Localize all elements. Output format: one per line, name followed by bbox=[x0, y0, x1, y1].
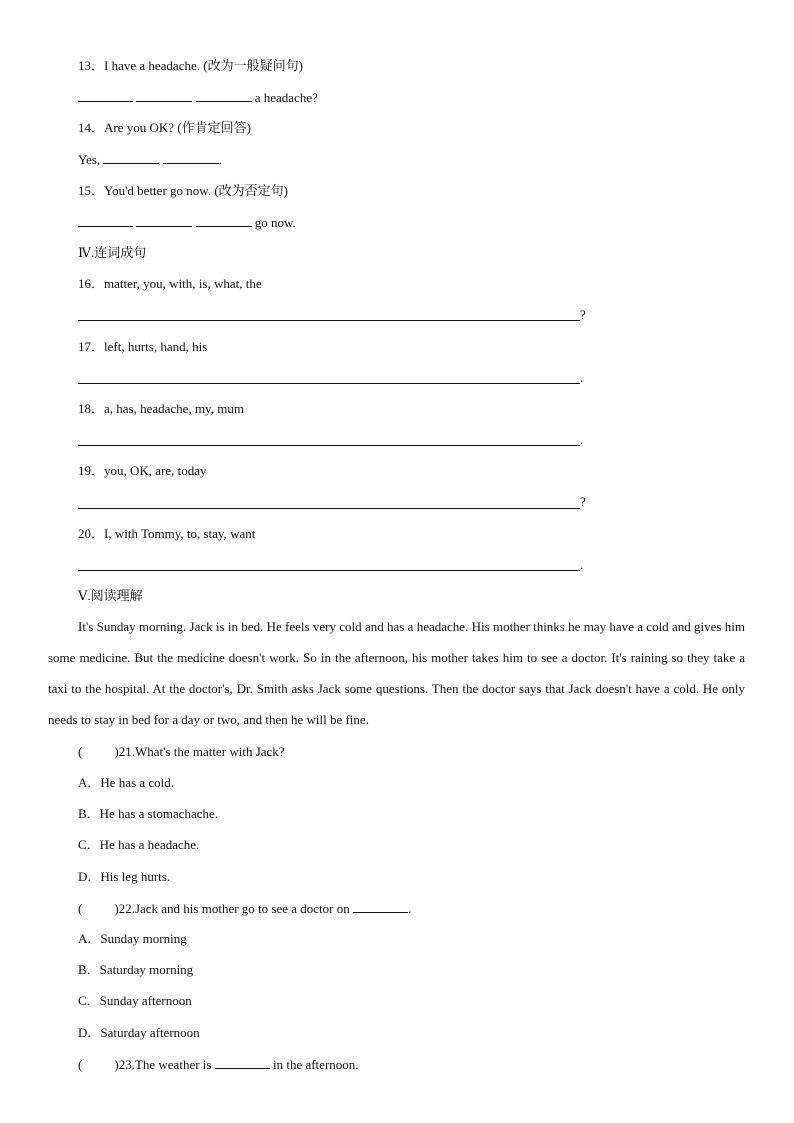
section-title: Ⅴ.阅读理解 bbox=[78, 588, 143, 603]
answer-line-19[interactable] bbox=[78, 508, 580, 509]
question-17: 17．left, hurts, hand, his bbox=[78, 339, 208, 354]
answer-tail: a headache? bbox=[254, 90, 318, 105]
question-stem: 23.The weather is bbox=[118, 1057, 212, 1072]
question-15: 15．You'd better go now. (改为否定句) bbox=[78, 183, 288, 198]
question-13: 13．I have a headache. (改为一般疑问句) bbox=[78, 58, 303, 73]
stem-end: in the afternoon. bbox=[272, 1057, 359, 1072]
option-b: B．Saturday morning bbox=[78, 962, 194, 977]
answer-blank[interactable] bbox=[78, 89, 133, 102]
question-21 bbox=[78, 744, 285, 760]
option-c: C．He has a headache. bbox=[78, 837, 200, 852]
answer-paren-close: ) bbox=[114, 1057, 119, 1072]
question-23 bbox=[78, 1056, 359, 1073]
answer-line-18[interactable] bbox=[78, 445, 580, 446]
answer-paren-open: ( bbox=[78, 744, 83, 759]
question-stem: 22.Jack and his mother go to see a doctor on bbox=[118, 901, 350, 916]
question-22 bbox=[78, 900, 411, 917]
question-14: 14．Are you OK? (作肯定回答) bbox=[78, 120, 251, 135]
answer-blank[interactable] bbox=[163, 151, 219, 164]
answer-line-14 bbox=[78, 151, 222, 168]
answer-blank[interactable] bbox=[103, 151, 159, 164]
option-b: B．He has a stomachache. bbox=[78, 806, 219, 821]
answer-blank[interactable] bbox=[353, 900, 408, 913]
section-title: Ⅳ.连词成句 bbox=[78, 245, 147, 260]
answer-paren-close: ) bbox=[114, 744, 119, 759]
answer-paren-open: ( bbox=[78, 1057, 83, 1072]
question-19: 19．you, OK, are, today bbox=[78, 463, 207, 478]
reading-passage bbox=[48, 611, 745, 735]
option-d: D．His leg hurts. bbox=[78, 869, 171, 884]
answer-line-13 bbox=[78, 89, 318, 106]
option-a: A．He has a cold. bbox=[78, 775, 175, 790]
question-20: 20．I, with Tommy, to, stay, want bbox=[78, 526, 256, 541]
answer-head: Yes, bbox=[78, 152, 101, 167]
answer-blank[interactable] bbox=[78, 214, 133, 227]
answer-tail: go now. bbox=[254, 215, 296, 230]
option-a: A．Sunday morning bbox=[78, 931, 187, 946]
question-18: 18．a, has, headache, my, mum bbox=[78, 401, 244, 416]
answer-blank[interactable] bbox=[136, 89, 192, 102]
end-mark: ? bbox=[580, 307, 586, 322]
answer-line-15 bbox=[78, 214, 296, 231]
answer-line-16[interactable] bbox=[78, 320, 580, 321]
end-mark: . bbox=[580, 557, 584, 572]
end-mark: ? bbox=[580, 494, 586, 509]
end-mark: . bbox=[580, 370, 584, 385]
end-mark: . bbox=[580, 432, 584, 447]
answer-blank[interactable] bbox=[196, 214, 252, 227]
answer-tail: . bbox=[218, 152, 222, 167]
option-d: D．Saturday afternoon bbox=[78, 1025, 200, 1040]
stem-end: . bbox=[408, 901, 412, 916]
answer-paren-close: ) bbox=[114, 901, 119, 916]
answer-blank[interactable] bbox=[136, 214, 192, 227]
answer-blank[interactable] bbox=[196, 89, 252, 102]
question-stem: 21.What's the matter with Jack? bbox=[118, 744, 285, 759]
answer-blank[interactable] bbox=[215, 1056, 270, 1069]
question-16: 16．matter, you, with, is, what, the bbox=[78, 276, 262, 291]
option-c: C．Sunday afternoon bbox=[78, 993, 192, 1008]
passage-text: It's Sunday morning. Jack is in bed. He feels very cold and has a headache. His mother thinks he may have a cold and gives him some medicine. But the medicine doesn't work. So in the afternoon, his mother takes him to see a doctor. It's raining so they take a taxi to the hospital. At the doctor's, Dr. Smith asks Jack some questions. Then the doctor says that Jack doesn't have a cold. He only needs to stay in bed for a day or two, and then he will be fine. bbox=[48, 619, 745, 727]
answer-paren-open: ( bbox=[78, 901, 83, 916]
answer-line-20[interactable] bbox=[78, 570, 580, 571]
answer-line-17[interactable] bbox=[78, 383, 580, 384]
